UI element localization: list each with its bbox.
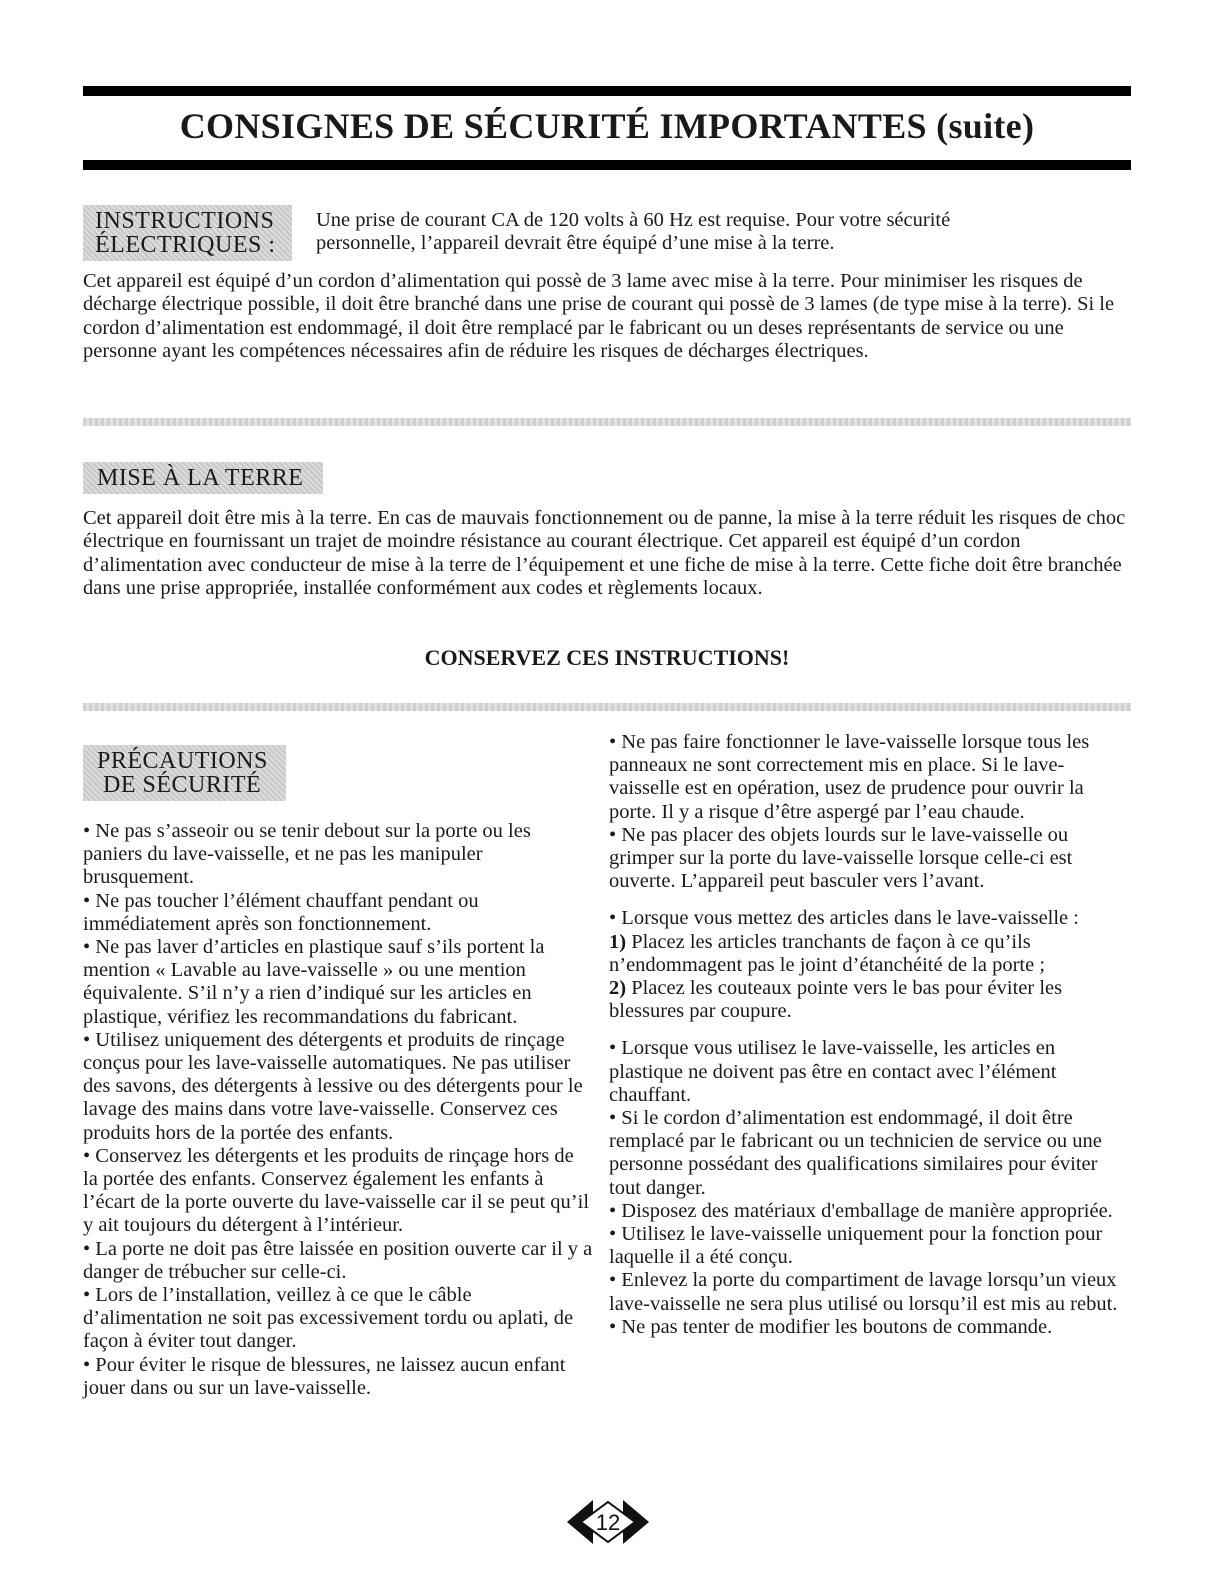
precautions-tag-line-1: PRÉCAUTIONS [97, 748, 268, 774]
list-item-loading-2 [609, 977, 1131, 1023]
list-item: • Ne pas tenter de modifier les boutons de commande. [609, 1315, 1053, 1338]
precautions-tag-line-2: DE SÉCURITÉ [103, 772, 262, 798]
title-rule [83, 160, 1131, 170]
page-number: 12 [595, 1510, 621, 1535]
list-item: • Ne pas placer des objets lourds sur le lave-vaisselle ou grimper sur la porte du lave-vaisselle lorsque celle-ci est ouverte. L’appareil peut basculer vers l’avant. [609, 823, 1073, 893]
step-text: Placez les couteaux pointe vers le bas pour éviter les blessures par coupure. [609, 977, 1063, 1023]
precautions-right-column [609, 731, 1131, 1339]
list-item: • Utilisez le lave-vaisselle uniquement pour la fonction pour laquelle il a été conçu. [609, 1223, 1103, 1269]
electrical-intro [316, 209, 1116, 255]
electrical-body: Cet appareil est équipé d’un cordon d’alimentation qui possè de 3 lame avec mise à la terre. Pour minimiser les risques de décharge électrique possible, il doit être branché dans une prise de courant qui possè de 3 lames (de type mise à la terre). Si le cordon d’alimentation est endommagé, il doit être remplacé par le fabricant ou un deses représentants de service ou une personne ayant les compétences nécessaires afin de réduire les risques de décharges électriques. [83, 270, 1115, 363]
list-item: • Conservez les détergents et les produits de rinçage hors de la portée des enfants. Conservez également les enfants à l’écart de la porte ouverte du lave-vaisselle car il se peut qu’il y ait toujours du détergent à l’intérieur. [83, 1144, 590, 1237]
list-item-loading-1 [609, 931, 1131, 977]
step-number: 2) [609, 977, 627, 1000]
page-title: CONSIGNES DE SÉCURITÉ IMPORTANTES (suite) [179, 106, 1035, 146]
top-rule [83, 86, 1131, 96]
list-item: • Lors de l’installation, veillez à ce que le câble d’alimentation ne soit pas excessivement tordu ou aplati, de façon à éviter tout danger. [83, 1284, 574, 1353]
step-number: 1) [609, 930, 627, 953]
step-text: Placez les articles tranchants de façon à ce qu’ils n’endommagent pas le joint d’étanchéité de la porte ; [609, 930, 1046, 976]
electrical-tag-line-2: ÉLECTRIQUES : [95, 232, 276, 258]
list-item: • Pour éviter le risque de blessures, ne laissez aucun enfant jouer dans ou sur un lave-vaisselle. [83, 1353, 566, 1399]
electrical-intro-line-2: personnelle, l’appareil devrait être équipé d’une mise à la terre. [316, 232, 835, 254]
electrical-intro-line-1: Une prise de courant CA de 120 volts à 60 Hz est requise. Pour votre sécurité [316, 209, 951, 231]
precautions-left-column [83, 820, 593, 1400]
section-tag-precautions [83, 745, 286, 801]
section-tag-electrical [83, 205, 292, 261]
save-instructions-heading: CONSERVEZ CES INSTRUCTIONS! [424, 645, 790, 670]
electrical-tag-line-1: INSTRUCTIONS [95, 208, 275, 234]
list-item: • Utilisez uniquement des détergents et produits de rinçage conçus pour les lave-vaisselle automatiques. Ne pas utiliser des savons, des détergents à lessive ou des détergents pour le lavage des mains dans votre lave-vaisselle. Conservez ces produits hors de la portée des enfants. [83, 1028, 583, 1144]
list-item: • Lorsque vous utilisez le lave-vaisselle, les articles en plastique ne doivent pas être en contact avec l’élément chauffant. [609, 1037, 1057, 1106]
list-item: • Ne pas faire fonctionner le lave-vaisselle lorsque tous les panneaux ne sont correctement mis en place. Si le lave-vaisselle est en opération, usez de prudence pour ouvrir la porte. Il y a risque d’être aspergé par l’eau chaude. [609, 731, 1090, 823]
section-divider [83, 418, 1131, 426]
list-item: • Enlevez la porte du compartiment de lavage lorsqu’un vieux lave-vaisselle ne sera plus utilisé ou lorsqu’il est mis au rebut. [609, 1269, 1118, 1315]
grounding-body: Cet appareil doit être mis à la terre. En cas de mauvais fonctionnement ou de panne, la mise à la terre réduit les risques de choc électrique en fournissant un trajet de moindre résistance au courant électrique. Cet appareil est équipé d’un cordon d’alimentation avec conducteur de mise à la terre de l’équipement et une fiche de mise à la terre. Cette fiche doit être branchée dans une prise appropriée, installée conformément aux codes et règlements locaux. [83, 507, 1126, 600]
list-item: • Si le cordon d’alimentation est endommagé, il doit être remplacé par le fabricant ou un technicien de service ou une personne possédant des qualifications similaires pour éviter tout danger. [609, 1107, 1102, 1199]
list-item: • Disposez des matériaux d'emballage de manière appropriée. [609, 1199, 1113, 1222]
list-item-loading-intro: • Lorsque vous mettez des articles dans le lave-vaisselle : [609, 907, 1079, 930]
section-tag-grounding: MISE À LA TERRE [83, 462, 323, 494]
section-divider [83, 703, 1131, 711]
page-number-badge [563, 1496, 653, 1548]
list-item: • Ne pas s’asseoir ou se tenir debout sur la porte ou les paniers du lave-vaisselle, et ne pas les manipuler brusquement. [83, 820, 531, 889]
list-item: • La porte ne doit pas être laissée en position ouverte car il y a danger de trébucher sur celle-ci. [83, 1237, 593, 1283]
list-item: • Ne pas toucher l’élément chauffant pendant ou immédiatement après son fonctionnement. [83, 889, 479, 935]
list-item: • Ne pas laver d’articles en plastique sauf s’ils portent la mention « Lavable au lave-vaisselle » ou une mention équivalente. S’il n’y a rien d’indiqué sur les articles en plastique, vérifiez les recommandations du fabricant. [83, 936, 545, 1028]
